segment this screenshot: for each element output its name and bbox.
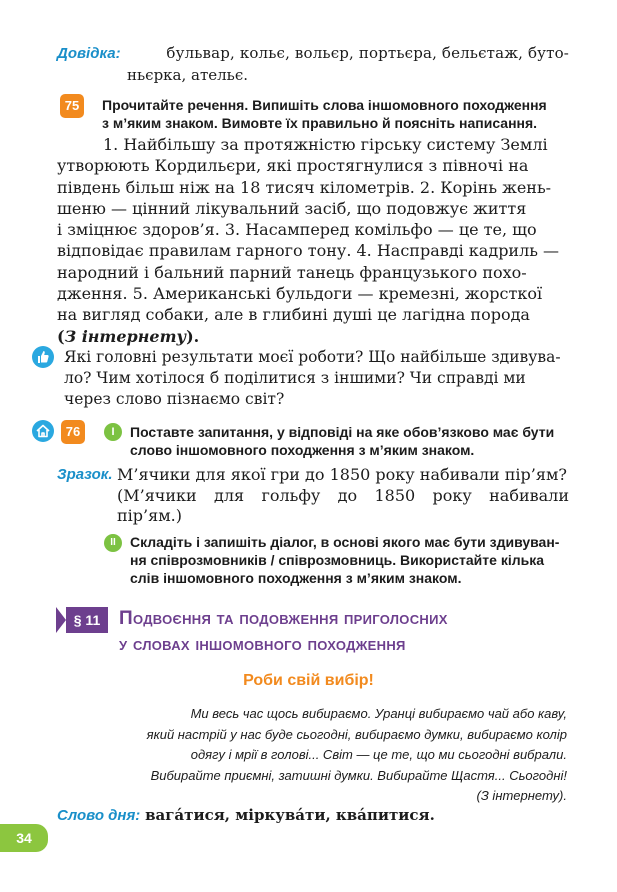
reflection-line: через слово пізнаємо світ? <box>64 389 285 408</box>
quote-line: одягу і мрії в голові... Світ — це те, що ми сьогодні вибрали. <box>190 747 567 763</box>
reflection-text <box>64 347 567 409</box>
reference-words-cont: ньєрка, ательє. <box>127 65 249 84</box>
sample-line: М’ячики для якої гри до 1850 року набивали пір’ям? <box>117 465 567 484</box>
choice-quote <box>80 704 567 807</box>
sample-line: (М’ячики для гольфу до 1850 року набивали <box>117 485 569 505</box>
task-75-instruction <box>102 96 572 132</box>
word-of-day-label: Слово дня: <box>57 807 141 824</box>
text-line: відповідає правилам гарного тону. 4. Насправді кадриль — <box>57 241 560 261</box>
text-line: народний і бальний парний танець французького похо- <box>57 262 527 282</box>
task-76-part-two <box>130 533 570 587</box>
reference-block <box>57 43 569 86</box>
section-title <box>119 606 579 658</box>
task-number-76: 76 <box>61 420 85 444</box>
text-line: і зміцнює здоров’я. 3. Насамперед комільфо — це те, що <box>57 220 537 240</box>
task-76-part-one <box>130 423 570 459</box>
reference-label: Довідка: <box>57 45 121 62</box>
quote-line: який настрій у нас буде сьогодні, вибираємо думки, вибираємо колір <box>146 726 567 742</box>
section-title-line: Подвоєння та подовження приголосних <box>119 608 448 629</box>
word-of-day-words: вагáтися, міркувáти, квáпитися. <box>145 806 435 824</box>
task-76-line: Поставте запитання, у відповіді на яке обов’язково має бути <box>130 424 555 440</box>
reflection-line: ло? Чим хотілося б поділитися з іншими? Чи справді ми <box>64 368 526 387</box>
text-line: на вигляд собаки, але в глибині душі це лагідна порода <box>57 305 530 325</box>
task-75-text <box>57 134 567 347</box>
text-line: південь більш ніж на 18 тисяч кілометрів. 2. Корінь жень- <box>57 177 552 197</box>
reflection-line: Які головні результати моєї роботи? Що найбільше здивува- <box>64 348 561 366</box>
word-of-day <box>57 806 435 824</box>
choice-title: Роби свій вибір! <box>243 672 374 689</box>
source-text: З інтернету <box>64 326 187 346</box>
section-tag: § 11 <box>66 607 108 633</box>
text-line: дження. 5. Американські бульдоги — кремезні, жорсткої <box>57 284 543 304</box>
source-open: ( <box>57 326 65 346</box>
quote-line: Ми весь час щось вибираємо. Уранці вибираємо чай або каву, <box>190 706 567 721</box>
section-title-line: у словах іншомовного походження <box>119 634 406 655</box>
source-line <box>57 326 567 347</box>
task-75-line: Прочитайте речення. Випишіть слова іншомовного походження <box>102 97 547 113</box>
source-close: ). <box>186 326 200 346</box>
text-line: утворюють Кордильєри, які простягнулися з півночі на <box>57 156 529 176</box>
task-76-line: Складіть і запишіть діалог, в основі якого має бути здивуван- <box>130 534 560 550</box>
task-number-75: 75 <box>60 94 84 118</box>
sample-label: Зразок. <box>57 466 113 483</box>
task-75-line: з м’яким знаком. Вимовте їх правильно й поясніть написання. <box>102 115 538 131</box>
quote-source: (З інтернету). <box>476 788 567 804</box>
house-icon <box>32 420 54 442</box>
page-number: 34 <box>0 824 48 852</box>
text-line: 1. Найбільшу за протяжністю гірську систему Землі <box>103 135 548 154</box>
task-76-line: слів іншомовного походження з м’яким знаком. <box>130 570 462 586</box>
part-one-badge: I <box>104 423 122 441</box>
part-two-badge: II <box>104 534 122 552</box>
sample-block <box>57 465 569 527</box>
thumbs-up-icon <box>32 346 54 368</box>
sample-line: пір’ям.) <box>117 506 182 525</box>
task-76-line: ня співрозмовників / співрозмовниць. Використайте кілька <box>130 552 545 568</box>
text-line: шеню — цінний лікувальний засіб, що подовжує життя <box>57 198 527 218</box>
task-76-line: слово іншомовного походження з м’яким знаком. <box>130 442 475 458</box>
section-chevron-icon <box>56 607 66 633</box>
reference-words: бульвар, кольє, вольєр, портьєра, бельєтаж, буто- <box>166 44 569 62</box>
quote-line: Вибирайте приємні, затишні думки. Вибирайте Щастя... Сьогодні! <box>150 767 567 783</box>
